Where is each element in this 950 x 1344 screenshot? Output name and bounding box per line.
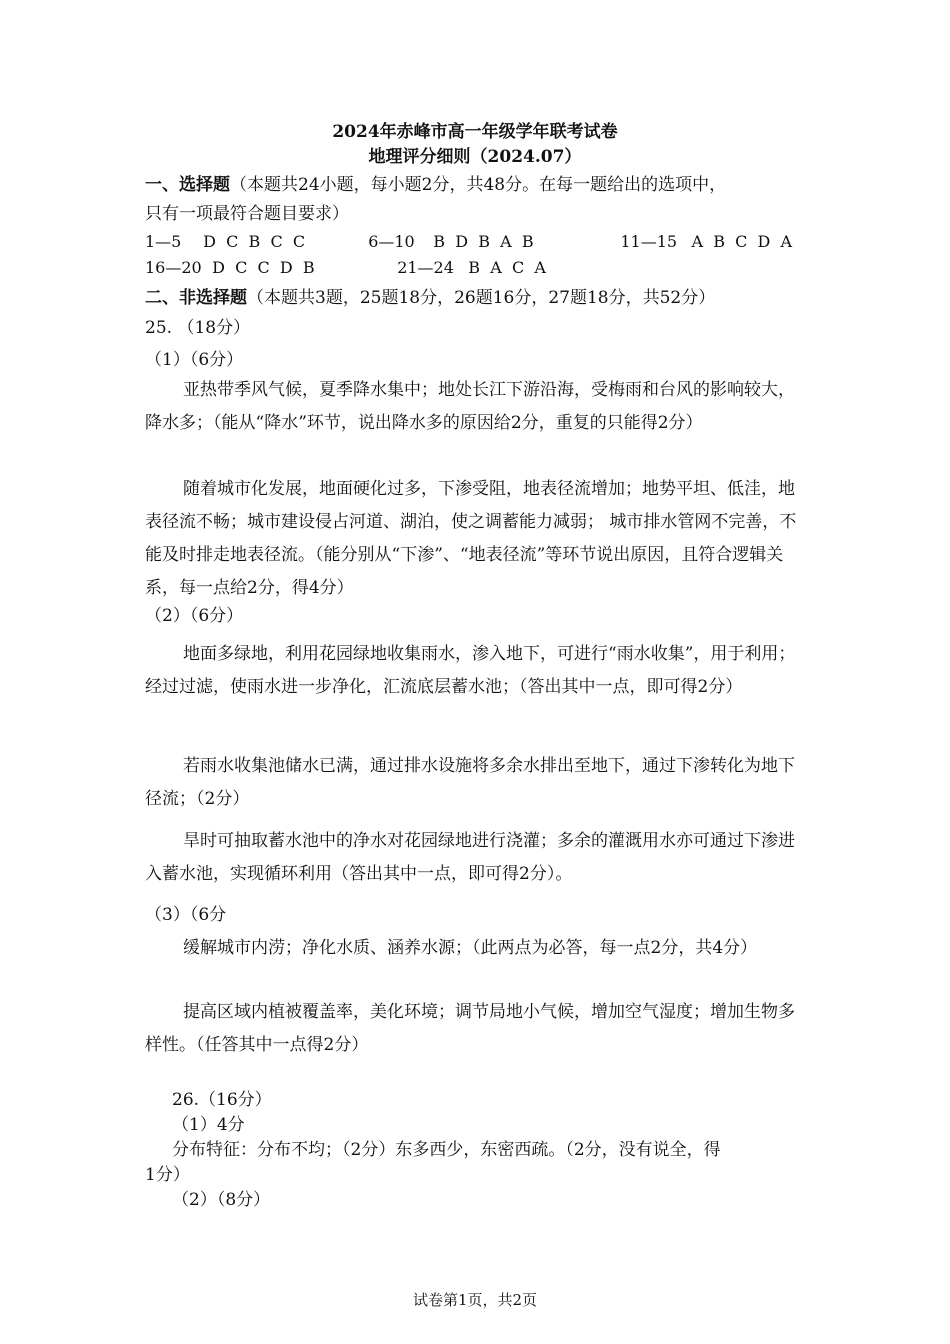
- page-footer: 试卷第1页，共2页: [412, 1291, 538, 1309]
- q26-p1-label: （1）4分: [172, 1115, 245, 1135]
- section2-desc: （本题共3题，25题18分，26题16分，27题18分，共52分）: [247, 288, 716, 308]
- q25-p3-label: （3）（6分: [145, 905, 227, 925]
- answer-range: 1—5: [145, 232, 182, 251]
- q26-p1-line-1: 分布特征：分布不均；（2分）东多西少，东密西疏。（2分，没有说全，得: [172, 1140, 721, 1160]
- answer-values: B D B A B: [433, 232, 534, 251]
- answer-values: B A C A: [468, 258, 546, 277]
- q25-p2-para-b: 若雨水收集池储水已满，通过排水设施将多余水排出至地下，通过下渗转化为地下径流；（2分）: [145, 756, 795, 809]
- q25-label: 25. （18分）: [145, 318, 251, 338]
- section1-desc-2: 只有一项最符合题目要求）: [145, 204, 349, 224]
- q25-p1-para-b: 随着城市化发展，地面硬化过多，下渗受阻，地表径流增加；地势平坦、低洼，地表径流不畅；城市建设侵占河道、湖泊，使之调蓄能力减弱； 城市排水管网不完善，不能及时排走地表径流。（能分别从“下渗”、“地表径流”等环节说出原因，且符合逻辑关系，每一点给2分，得4分）: [145, 479, 797, 598]
- q25-p3-para-a: 缓解城市内涝；净化水质、涵养水源；（此两点为必答，每一点2分，共4分）: [183, 938, 758, 958]
- answer-range: 6—10: [368, 232, 415, 251]
- q26-label: 26.（16分）: [172, 1090, 272, 1110]
- doc-title: 2024年赤峰市高一年级学年联考试卷: [332, 122, 618, 142]
- section1-heading: 一、选择题: [145, 175, 230, 195]
- answer-row-2: [145, 256, 546, 280]
- answer-range: 11—15: [620, 232, 678, 251]
- answer-range: 21—24: [397, 258, 454, 277]
- doc-subtitle: 地理评分细则（2024.07）: [368, 147, 582, 167]
- answer-values: A B C D A: [691, 232, 793, 251]
- answer-range: 16—20: [145, 258, 202, 277]
- section2-line: [145, 286, 715, 310]
- q25-p1-para-a: 亚热带季风气候，夏季降水集中；地处长江下游沿海，受梅雨和台风的影响较大，降水多；（能从“降水”环节，说出降水多的原因给2分，重复的只能得2分）: [145, 380, 795, 433]
- answer-values: D C B C C: [203, 232, 306, 251]
- answer-values: D C C D B: [212, 258, 315, 277]
- q25-p2-para-a: 地面多绿地，利用花园绿地收集雨水，渗入地下，可进行“雨水收集”，用于利用；经过过滤，使雨水进一步净化，汇流底层蓄水池；（答出其中一点，即可得2分）: [145, 644, 796, 697]
- section1-line1: [145, 173, 726, 197]
- section1-desc-1: （本题共24小题，每小题2分，共48分。在每一题给出的选项中，: [230, 175, 727, 195]
- q26-p2-label: （2）（8分）: [172, 1190, 271, 1210]
- q25-p2-label: （2）（6分）: [145, 606, 244, 626]
- q25-p2-para-c: 旱时可抽取蓄水池中的净水对花园绿地进行浇灌；多余的灌溉用水亦可通过下渗进入蓄水池，实现循环利用（答出其中一点，即可得2分）。: [145, 831, 795, 884]
- q26-p1-line-2: 1分）: [145, 1165, 190, 1185]
- q25-p1-label: （1）（6分）: [145, 350, 244, 370]
- section2-heading: 二、非选择题: [145, 288, 247, 308]
- answer-row-1: [145, 230, 792, 254]
- q25-p3-para-b: 提高区域内植被覆盖率，美化环境；调节局地小气候，增加空气湿度；增加生物多样性。（任答其中一点得2分）: [145, 1002, 795, 1055]
